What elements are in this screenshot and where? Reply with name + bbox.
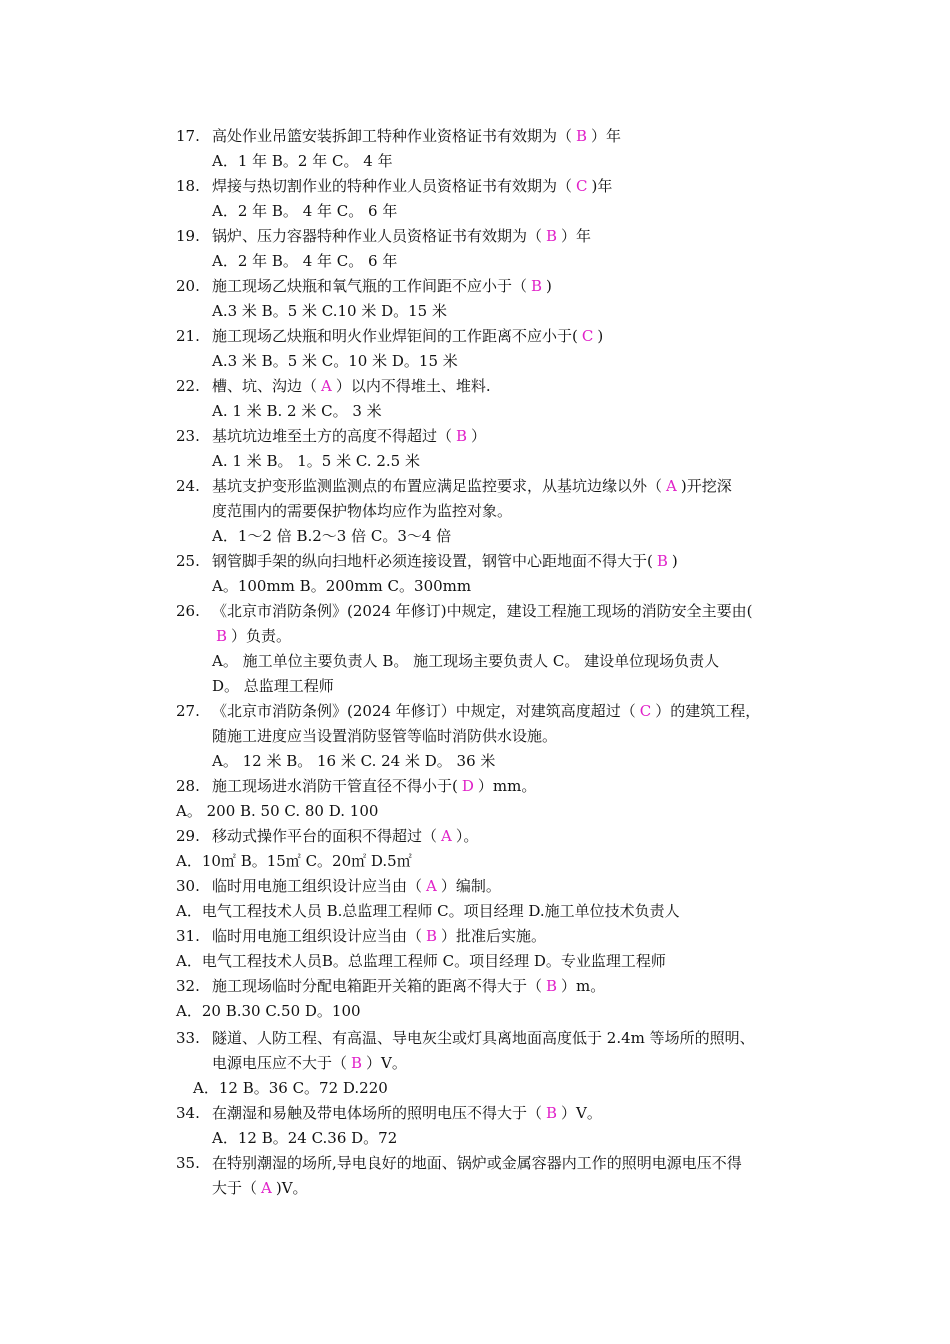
- question-text-after: ）的建筑工程，: [655, 702, 761, 720]
- question-line: [176, 474, 836, 499]
- question-item: [176, 324, 836, 374]
- question-text: [212, 874, 501, 899]
- answer-letter: A: [426, 877, 437, 895]
- answer-letter: C: [639, 702, 652, 720]
- question-text: [212, 724, 557, 749]
- answer-letter: B: [456, 427, 468, 445]
- answer-letter: B: [351, 1054, 363, 1072]
- question-line: [176, 924, 836, 949]
- question-number: 28.: [176, 777, 200, 795]
- question-item: [176, 474, 836, 549]
- question-text: [212, 1176, 308, 1201]
- question-item: [176, 124, 836, 174]
- question-item: [176, 424, 836, 474]
- question-text: [212, 624, 291, 649]
- question-item: [176, 374, 836, 424]
- question-number: 27.: [176, 702, 200, 720]
- question-text: [212, 599, 753, 624]
- question-number: 33.: [176, 1029, 200, 1047]
- question-text: [212, 1026, 755, 1051]
- question-text-before: 施工现场临时分配电箱距开关箱的距离不得大于（: [212, 977, 543, 995]
- question-text: [212, 824, 478, 849]
- question-text-before: 《北京市消防条例》(2024 年修订）中规定，对建筑高度超过（: [212, 702, 636, 720]
- question-continuation-line: [176, 499, 836, 524]
- question-number: 32.: [176, 977, 200, 995]
- question-text-before: 度范围内的需要保护物体均应作为监控对象。: [212, 502, 513, 520]
- question-text: [212, 1151, 742, 1176]
- question-text-after: ）编制。: [440, 877, 501, 895]
- question-text: [212, 174, 612, 199]
- answer-letter: B: [216, 627, 228, 645]
- answer-options: A. 1 米 B. 2 米 C。 3 米: [212, 402, 382, 420]
- question-text: [212, 774, 536, 799]
- answer-options: A．2 年 B。 4 年 C。 6 年: [212, 202, 398, 220]
- question-text-after: )V。: [275, 1179, 308, 1197]
- answer-letter: B: [546, 977, 558, 995]
- question-line: [176, 874, 836, 899]
- answer-options: A。 施工单位主要负责人 B。 施工现场主要负责人 C。 建设单位现场负责人: [212, 652, 720, 670]
- question-line: [176, 974, 836, 999]
- question-number: 25.: [176, 552, 200, 570]
- question-text: [212, 974, 605, 999]
- question-text: [212, 224, 591, 249]
- question-text-before: 施工现场乙炔瓶和明火作业焊钜间的工作距离不应小于(: [212, 327, 578, 345]
- question-number: 31.: [176, 927, 200, 945]
- answer-letter: A: [666, 477, 677, 495]
- question-item: [176, 1101, 836, 1151]
- answer-options: A．20 B.30 C.50 D。100: [176, 1002, 361, 1020]
- answer-options: A．1 年 B。2 年 C。 4 年: [212, 152, 393, 170]
- question-line: [176, 224, 836, 249]
- question-text-after: )开挖深: [680, 477, 732, 495]
- answer-letter: B: [576, 127, 588, 145]
- answer-options: A．电气工程技术人员B。总监理工程师 C。项目经理 D。专业监理工程师: [176, 952, 666, 970]
- question-line: [176, 124, 836, 149]
- question-text-before: 焊接与热切割作业的特种作业人员资格证书有效期为（: [212, 177, 573, 195]
- question-text-before: 《北京市消防条例》(2024 年修订)中规定，建设工程施工现场的消防安全主要由(: [212, 602, 753, 620]
- question-line: [176, 1151, 836, 1176]
- question-line: [176, 699, 836, 724]
- question-item: [176, 224, 836, 274]
- question-text-before: 临时用电施工组织设计应当由（: [212, 877, 423, 895]
- question-item: [176, 774, 836, 824]
- question-number: 17.: [176, 127, 200, 145]
- question-number: [176, 1176, 212, 1201]
- answer-options: A. 1 米 B。 1。5 米 C. 2.5 米: [212, 452, 420, 470]
- question-number: [176, 1051, 212, 1076]
- question-item: [176, 874, 836, 924]
- question-text: [212, 1051, 407, 1076]
- answer-options: A．1～2 倍 B.2～3 倍 C。3～4 倍: [212, 527, 452, 545]
- question-number: [176, 724, 212, 749]
- question-line: [176, 424, 836, 449]
- question-text-after: ）V。: [561, 1104, 602, 1122]
- question-item: [176, 974, 836, 1024]
- question-item: [176, 824, 836, 874]
- question-text-after: ): [597, 327, 604, 345]
- question-line: [176, 599, 836, 624]
- question-continuation-line: [176, 624, 836, 649]
- question-text: [212, 324, 603, 349]
- question-line: [176, 274, 836, 299]
- answer-letter: B: [546, 227, 558, 245]
- question-line: [176, 1101, 836, 1126]
- answer-options: A。100mm B。200mm C。300mm: [212, 577, 472, 595]
- answer-letter: B: [531, 277, 543, 295]
- answer-letter: B: [546, 1104, 558, 1122]
- question-line: [176, 824, 836, 849]
- answer-options: D。 总监理工程师: [212, 677, 334, 695]
- question-item: [176, 1026, 836, 1101]
- question-text-before: 基坑坑边堆至土方的高度不得超过（: [212, 427, 453, 445]
- question-number: [176, 499, 212, 524]
- question-number: 35.: [176, 1154, 200, 1172]
- answer-options: A.3 米 B。5 米 C。10 米 D。15 米: [212, 352, 458, 370]
- question-text: [212, 274, 552, 299]
- question-text-after: ）年: [591, 127, 622, 145]
- question-number: 18.: [176, 177, 200, 195]
- answer-options: A。 200 B. 50 C. 80 D. 100: [176, 802, 379, 820]
- question-text-before: 在特别潮湿的场所,导电良好的地面、锅炉或金属容器内工作的照明电源电压不得: [212, 1154, 742, 1172]
- question-text-before: 锅炉、压力容器特种作业人员资格证书有效期为（: [212, 227, 543, 245]
- question-text-before: 施工现场乙炔瓶和氧气瓶的工作间距不应小于（: [212, 277, 528, 295]
- answer-options: A．电气工程技术人员 B.总监理工程师 C。项目经理 D.施工单位技术负责人: [176, 902, 680, 920]
- question-number: 26.: [176, 602, 200, 620]
- question-number: 24.: [176, 477, 200, 495]
- question-line: [176, 374, 836, 399]
- question-text-before: 基坑支护变形监测监测点的布置应满足监控要求，从基坑边缘以外（: [212, 477, 663, 495]
- answer-letter: C: [581, 327, 594, 345]
- question-number: 29.: [176, 827, 200, 845]
- question-list: [176, 124, 836, 1201]
- question-text-after: ): [671, 552, 678, 570]
- answer-letter: B: [656, 552, 668, 570]
- question-item: [176, 274, 836, 324]
- question-item: [176, 699, 836, 774]
- question-text: [212, 474, 732, 499]
- question-text-after: ）。: [455, 827, 479, 845]
- question-text-before: 施工现场进水消防干管直径不得小于(: [212, 777, 458, 795]
- answer-options: A。 12 米 B。 16 米 C. 24 米 D。 36 米: [212, 752, 496, 770]
- answer-options: A．10㎡ B。15㎡ C。20㎡ D.5㎡: [176, 852, 412, 870]
- question-number: 22.: [176, 377, 200, 395]
- question-text-before: 临时用电施工组织设计应当由（: [212, 927, 423, 945]
- question-text-before: 随施工进度应当设置消防竖管等临时消防供水设施。: [212, 727, 558, 745]
- question-text-after: ）年: [561, 227, 592, 245]
- question-number: 30.: [176, 877, 200, 895]
- question-line: [176, 774, 836, 799]
- question-number: 21.: [176, 327, 200, 345]
- question-text: [212, 424, 486, 449]
- answer-letter: B: [426, 927, 438, 945]
- question-text-after: ）m。: [561, 977, 606, 995]
- question-text-before: 槽、坑、沟边（: [212, 377, 318, 395]
- question-text-after: ）负责。: [231, 627, 292, 645]
- question-text-after: ）V。: [366, 1054, 407, 1072]
- question-text: [212, 699, 760, 724]
- question-text: [212, 499, 512, 524]
- question-text-before: 在潮湿和易触及带电体场所的照明电压不得大于（: [212, 1104, 543, 1122]
- question-line: [176, 324, 836, 349]
- question-number: 20.: [176, 277, 200, 295]
- answer-options: A.3 米 B。5 米 C.10 米 D。15 米: [212, 302, 447, 320]
- question-number: [176, 624, 212, 649]
- question-text-after: ）: [471, 427, 487, 445]
- question-text-after: )年: [591, 177, 613, 195]
- question-continuation-line: [176, 1176, 836, 1201]
- answer-options: A．2 年 B。 4 年 C。 6 年: [212, 252, 398, 270]
- question-text-before: 高处作业吊篮安装拆卸工特种作业资格证书有效期为（: [212, 127, 573, 145]
- question-text-after: ): [546, 277, 552, 295]
- answer-letter: A: [261, 1179, 272, 1197]
- question-text: [212, 124, 621, 149]
- question-text-before: 隧道、人防工程、有高温、导电灰尘或灯具离地面高度低于 2.4m 等场所的照明、: [212, 1029, 755, 1047]
- question-text-after: ）批准后实施。: [441, 927, 547, 945]
- question-text-before: 移动式操作平台的面积不得超过（: [212, 827, 438, 845]
- question-number: 23.: [176, 427, 200, 445]
- answer-options: A．12 B。36 C。72 D.220: [193, 1079, 388, 1097]
- answer-letter: D: [461, 777, 474, 795]
- question-number: 19.: [176, 227, 200, 245]
- question-line: [176, 174, 836, 199]
- question-text-before: 钢管脚手架的纵向扫地杆必须连接设置，钢管中心距地面不得大于(: [212, 552, 653, 570]
- question-text: [212, 924, 546, 949]
- answer-options: A．12 B。24 C.36 D。72: [212, 1129, 398, 1147]
- question-text-after: ）以内不得堆土、堆料.: [335, 377, 491, 395]
- question-text-before: 大于（: [212, 1179, 258, 1197]
- question-text-before: 电源电压应不大于（: [212, 1054, 348, 1072]
- question-line: [176, 549, 836, 574]
- answer-letter: A: [321, 377, 332, 395]
- question-line: [176, 1026, 836, 1051]
- question-item: [176, 599, 836, 699]
- question-continuation-line: [176, 724, 836, 749]
- question-continuation-line: [176, 1051, 836, 1076]
- question-text: [212, 374, 491, 399]
- question-item: [176, 174, 836, 224]
- question-text-after: ）mm。: [477, 777, 537, 795]
- question-text: [212, 1101, 602, 1126]
- question-item: [176, 924, 836, 974]
- question-text: [212, 549, 678, 574]
- question-number: 34.: [176, 1104, 200, 1122]
- question-item: [176, 1151, 836, 1201]
- answer-letter: C: [576, 177, 588, 195]
- answer-letter: A: [441, 827, 452, 845]
- question-item: [176, 549, 836, 599]
